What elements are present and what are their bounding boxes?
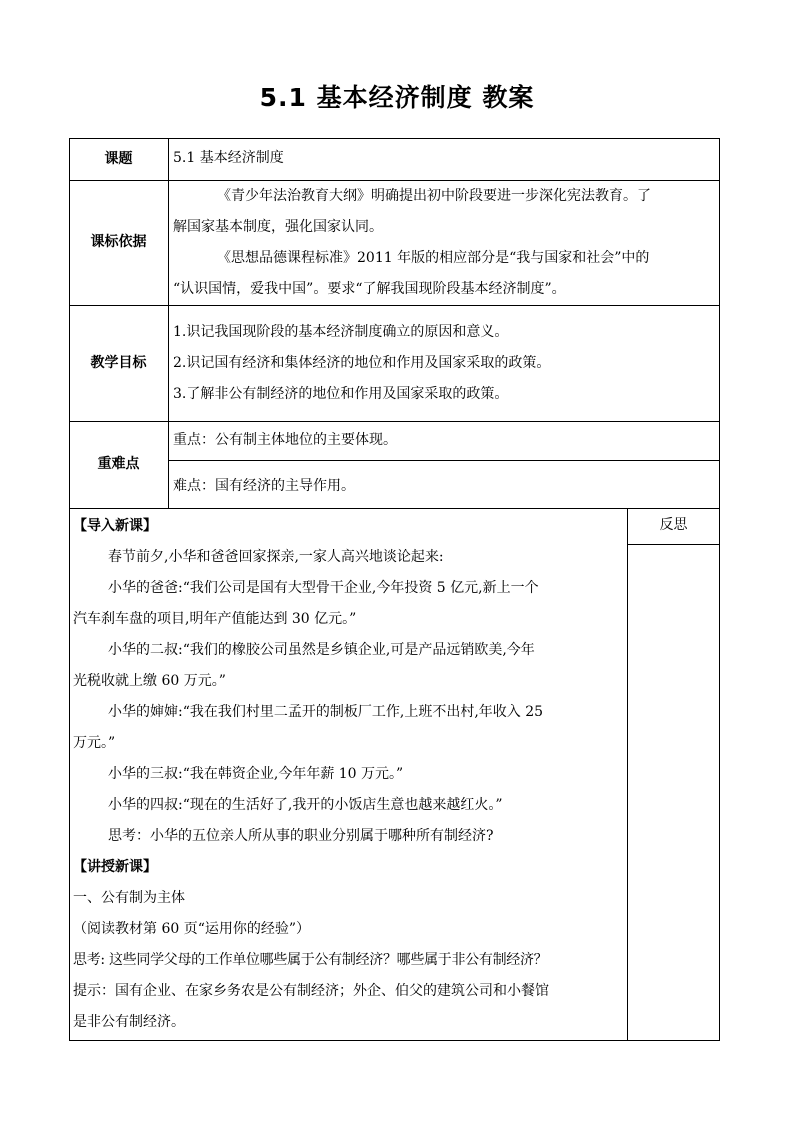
basis-line: “认识国情，爱我中国”。要求“了解我国现阶段基本经济制度”。 bbox=[173, 281, 566, 297]
basis-label: 课标依据 bbox=[90, 234, 147, 250]
intro-line: 汽车刹车盘的项目,明年产值能达到 30 亿元。” bbox=[73, 611, 357, 627]
lesson-body bbox=[73, 511, 625, 1038]
lecture-heading: 【讲授新课】 bbox=[73, 859, 157, 875]
reading-note: （阅读教材第 60 页“运用你的经验”） bbox=[73, 921, 311, 937]
reflection-divider bbox=[627, 544, 720, 545]
column-divider bbox=[627, 508, 628, 1041]
basis-line: 《思想品德课程标准》2011 年版的相应部分是“我与国家和社会”中的 bbox=[217, 250, 650, 266]
intro-line: 春节前夕,小华和爸爸回家探亲,一家人高兴地谈论起来: bbox=[108, 549, 444, 565]
table-border-bottom bbox=[69, 1040, 720, 1041]
basis-line: 《青少年法治教育大纲》明确提出初中阶段要进一步深化宪法教育。了 bbox=[217, 188, 651, 204]
key-point: 重点：公有制主体地位的主要体现。 bbox=[173, 432, 397, 448]
difficult-point: 难点：国有经济的主导作用。 bbox=[173, 478, 355, 494]
keypoints-label: 重难点 bbox=[97, 456, 140, 472]
basis-text bbox=[173, 181, 717, 305]
intro-line: 思考：小华的五位亲人所从事的职业分别属于哪种所有制经济? bbox=[108, 828, 494, 844]
basis-line: 解国家基本制度，强化国家认同。 bbox=[173, 219, 383, 235]
objective-item: 1.识记我国现阶段的基本经济制度确立的原因和意义。 bbox=[173, 324, 509, 340]
intro-line: 小华的三叔:“我在韩资企业,今年年薪 10 万元。” bbox=[108, 766, 404, 782]
column-divider bbox=[168, 138, 169, 509]
intro-line: 小华的二叔:“我们的橡胶公司虽然是乡镇企业,可是产品远销欧美,今年 bbox=[108, 642, 535, 658]
intro-line: 小华的四叔:“现在的生活好了,我开的小饭店生意也越来越红火。” bbox=[108, 797, 503, 813]
objective-item: 3.了解非公有制经济的地位和作用及国家采取的政策。 bbox=[173, 386, 509, 402]
section-heading: 一、公有制为主体 bbox=[73, 890, 185, 906]
page-title: 5.1 基本经济制度 教案 bbox=[259, 83, 535, 112]
reflection-label: 反思 bbox=[659, 517, 688, 533]
intro-line: 小华的爸爸:“我们公司是国有大型骨干企业,今年投资 5 亿元,新上一个 bbox=[108, 580, 539, 596]
intro-heading: 【导入新课】 bbox=[73, 518, 157, 534]
table-border-right bbox=[719, 138, 720, 1041]
think-question: 思考: 这些同学父母的工作单位哪些属于公有制经济？哪些属于非公有制经济？ bbox=[73, 952, 548, 968]
row-divider bbox=[168, 460, 720, 461]
objectives-label: 教学目标 bbox=[90, 354, 147, 371]
topic-value: 5.1 基本经济制度 bbox=[173, 150, 284, 166]
topic-label: 课题 bbox=[104, 150, 133, 167]
row-divider bbox=[69, 508, 720, 509]
objectives-list bbox=[173, 317, 717, 410]
hint-line: 提示：国有企业、在家乡务农是公有制经济；外企、伯父的建筑公司和小餐馆 bbox=[73, 983, 549, 999]
intro-line: 万元。” bbox=[73, 735, 116, 751]
intro-line: 小华的婶婶:“我在我们村里二孟开的制板厂工作,上班不出村,年收入 25 bbox=[108, 704, 544, 720]
objective-item: 2.识记国有经济和集体经济的地位和作用及国家采取的政策。 bbox=[173, 355, 551, 371]
intro-line: 光税收就上缴 60 万元。” bbox=[73, 673, 226, 689]
hint-line: 是非公有制经济。 bbox=[73, 1014, 185, 1030]
lesson-plan-table bbox=[69, 138, 720, 1041]
